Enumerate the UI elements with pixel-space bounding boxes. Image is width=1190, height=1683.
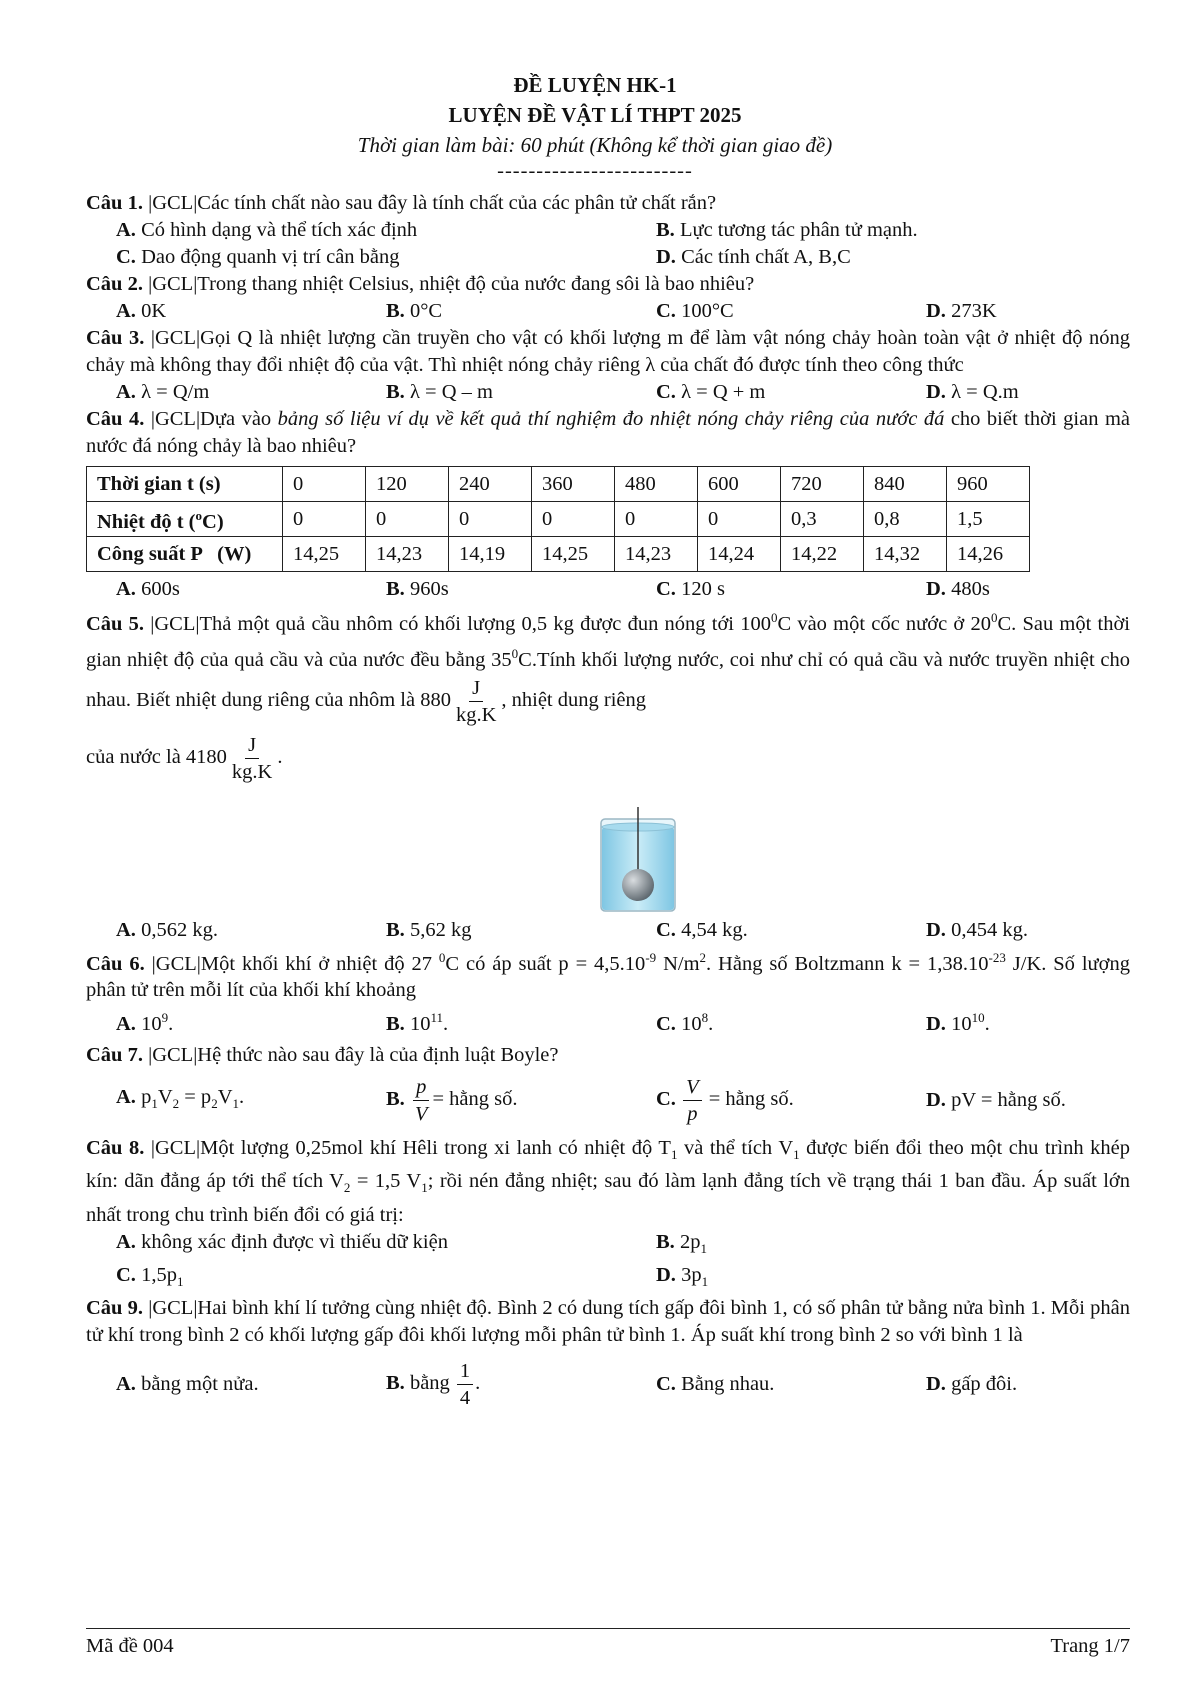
question-3 bbox=[86, 325, 1130, 379]
option-text: 0,454 kg. bbox=[951, 918, 1028, 941]
beaker-figure bbox=[86, 805, 1130, 913]
table-cell: 0 bbox=[366, 502, 449, 537]
question-text: C.Tính khối lượng nước, coi như chỉ có quả cầu và nước truyền nhiệt cho nhau. Biết nhiệt dung riêng của nhôm là bbox=[86, 648, 1130, 711]
row-header-text: Nhiệt độ t ( bbox=[97, 510, 196, 533]
option-text: 100°C bbox=[681, 300, 734, 322]
question-text: C. Sau một thời gian nhiệt độ của quả cầu và của nước đều bằng bbox=[86, 612, 1130, 671]
option-label: D. bbox=[926, 300, 946, 322]
specific-heat-value: 880 bbox=[420, 688, 451, 711]
option-c[interactable] bbox=[656, 1371, 926, 1398]
fraction-numerator: p bbox=[413, 1074, 429, 1101]
table-cell: 1,5 bbox=[947, 502, 1030, 537]
table-cell: 0,3 bbox=[781, 502, 864, 537]
row-header-text: C) bbox=[202, 510, 224, 533]
option-d[interactable] bbox=[926, 1371, 1190, 1398]
option-c[interactable] bbox=[116, 1262, 656, 1295]
option-a[interactable] bbox=[116, 1084, 386, 1117]
option-label: B. bbox=[656, 1230, 675, 1253]
question-text: N/m bbox=[656, 952, 700, 975]
fraction bbox=[683, 1074, 702, 1127]
question-text: |GCL|Một khối khí ở nhiệt độ 27 bbox=[144, 952, 439, 975]
superscript: -23 bbox=[988, 949, 1006, 965]
option-label: B. bbox=[386, 918, 405, 941]
option-label: C. bbox=[656, 918, 676, 941]
option-label: D. bbox=[926, 381, 946, 403]
question-7 bbox=[86, 1042, 1130, 1069]
option-text: pV = hằng số. bbox=[951, 1088, 1066, 1111]
question-1 bbox=[86, 190, 1130, 217]
question-text: được biến đổi theo một chu trình khép kín: dãn đẳng áp tới thể tích V bbox=[86, 1137, 1130, 1193]
question-text: |GCL|Các tính chất nào sau đây là tính chất của các phân tử chất rắn? bbox=[142, 192, 717, 214]
option-b[interactable] bbox=[386, 576, 656, 603]
question-label: Câu 6. bbox=[86, 952, 145, 975]
option-label: A. bbox=[116, 578, 136, 600]
option-c[interactable] bbox=[656, 576, 926, 603]
option-text: . bbox=[708, 1013, 714, 1036]
option-label: B. bbox=[386, 1013, 405, 1036]
degree-sup: 0 bbox=[511, 645, 519, 661]
question-2-options bbox=[86, 298, 1130, 325]
question-text: ; rồi nén đẳng nhiệt; sau đó làm lạnh đẳng tích về trạng thái 1 ban đầu. Áp suất lớn nhất trong chu trình biến đổi có giá trị: bbox=[86, 1170, 1131, 1226]
table-cell: 0 bbox=[283, 467, 366, 502]
table-cell: 14,23 bbox=[366, 537, 449, 572]
table-cell: 14,19 bbox=[449, 537, 532, 572]
option-label: C. bbox=[656, 1088, 676, 1111]
question-text: |GCL|Gọi Q là nhiệt lượng cần truyền cho vật có khối lượng m để làm vật nóng chảy hoàn toàn vật ở nhiệt độ nóng chảy mà không thay đổi nhiệt độ của vật. Thì nhiệt nóng chảy riêng λ của chất đó được tính theo công thức bbox=[86, 327, 1130, 376]
option-d[interactable] bbox=[926, 379, 1190, 406]
option-text: 1,5p bbox=[141, 1263, 177, 1286]
option-label: A. bbox=[116, 1373, 136, 1396]
question-label: Câu 2. bbox=[86, 273, 143, 295]
question-text: C vào một cốc nước ở bbox=[777, 612, 971, 635]
question-text: |GCL|Dựa vào bbox=[144, 408, 278, 430]
option-label: D. bbox=[656, 246, 676, 268]
option-text: Các tính chất A, B,C bbox=[681, 246, 851, 268]
option-label: D. bbox=[926, 578, 946, 600]
option-text: p bbox=[141, 1085, 152, 1108]
table-cell: 14,22 bbox=[781, 537, 864, 572]
option-label: D. bbox=[926, 918, 946, 941]
question-5-cont bbox=[86, 732, 1130, 785]
option-label: C. bbox=[656, 300, 676, 322]
page-number: Trang 1/7 bbox=[1050, 1635, 1130, 1657]
unit-fraction bbox=[229, 732, 275, 785]
question-label: Câu 1. bbox=[86, 192, 143, 214]
option-a[interactable] bbox=[116, 917, 386, 944]
table-cell: 14,24 bbox=[698, 537, 781, 572]
table-cell: 480 bbox=[615, 467, 698, 502]
table-cell: 600 bbox=[698, 467, 781, 502]
question-text-italic: bảng số liệu ví dụ về kết quả thí nghiệm đo nhiệt nóng chảy riêng của nước đá bbox=[277, 408, 945, 430]
subscript: 1 bbox=[670, 1147, 678, 1163]
superscript: 2 bbox=[699, 949, 707, 965]
question-3-options bbox=[86, 379, 1130, 406]
option-a[interactable] bbox=[116, 217, 656, 244]
option-label: B. bbox=[386, 1372, 405, 1395]
option-text: 10 bbox=[951, 1013, 972, 1036]
option-c[interactable] bbox=[656, 298, 926, 325]
question-6 bbox=[86, 944, 1130, 1005]
option-b[interactable] bbox=[386, 379, 656, 406]
question-label: Câu 3. bbox=[86, 327, 145, 349]
option-text: λ = Q/m bbox=[141, 381, 210, 403]
question-text: |GCL|Trong thang nhiệt Celsius, nhiệt độ của nước đang sôi là bao nhiêu? bbox=[142, 273, 755, 295]
option-a[interactable] bbox=[116, 1229, 656, 1262]
option-text: 10 bbox=[681, 1013, 702, 1036]
option-label: B. bbox=[386, 300, 405, 322]
option-label: B. bbox=[386, 578, 405, 600]
table-row bbox=[87, 502, 1030, 537]
option-text: 4,54 kg. bbox=[681, 918, 748, 941]
option-label: D. bbox=[926, 1088, 946, 1111]
subscript: 1 bbox=[701, 1273, 709, 1289]
option-text: V bbox=[217, 1085, 233, 1108]
option-d[interactable] bbox=[926, 917, 1190, 944]
question-text: |GCL|Một lượng 0,25mol khí Hêli trong xi lanh có nhiệt độ T bbox=[144, 1137, 671, 1160]
option-text: 960s bbox=[409, 578, 449, 600]
option-text: . bbox=[475, 1372, 481, 1395]
option-text: Có hình dạng và thể tích xác định bbox=[141, 219, 418, 241]
table-row bbox=[87, 467, 1030, 502]
option-text: 273K bbox=[951, 300, 997, 322]
exam-time: Thời gian làm bài: 60 phút (Không kể thời gian giao đề) bbox=[357, 133, 833, 157]
option-d[interactable] bbox=[926, 298, 1190, 325]
question-2 bbox=[86, 271, 1130, 298]
option-b[interactable] bbox=[386, 1074, 656, 1127]
header-divider: ------------------------- bbox=[497, 160, 693, 182]
fraction bbox=[457, 1358, 473, 1411]
question-text: và thể tích V bbox=[677, 1137, 794, 1160]
option-text: 0°C bbox=[409, 300, 443, 322]
option-text: 3p bbox=[681, 1263, 702, 1286]
option-d[interactable] bbox=[926, 1004, 1190, 1038]
option-label: C. bbox=[656, 1373, 676, 1396]
table-cell: 14,25 bbox=[283, 537, 366, 572]
question-5-options bbox=[86, 917, 1130, 944]
exam-subtitle: LUYỆN ĐỀ VẬT LÍ THPT 2025 bbox=[448, 103, 742, 127]
beaker-with-ball-icon bbox=[593, 805, 683, 913]
question-label: Câu 8. bbox=[86, 1137, 145, 1160]
subscript: 1 bbox=[176, 1273, 184, 1289]
option-text: λ = Q – m bbox=[409, 381, 493, 403]
option-text: 0K bbox=[141, 300, 167, 322]
subscript: 2 bbox=[172, 1095, 180, 1111]
row-header: Công suất P (W) bbox=[87, 537, 283, 572]
row-header bbox=[87, 502, 283, 537]
question-text: J/K. Số lượng phân tử trên mỗi lít của khối khí khoảng bbox=[86, 952, 1130, 1002]
fraction bbox=[412, 1074, 431, 1127]
option-b[interactable] bbox=[386, 1004, 656, 1038]
option-d[interactable] bbox=[926, 1087, 1190, 1114]
fraction-denominator: p bbox=[687, 1102, 698, 1125]
table-cell: 0,8 bbox=[864, 502, 947, 537]
option-label: A. bbox=[116, 918, 136, 941]
table-cell: 0 bbox=[532, 502, 615, 537]
option-label: A. bbox=[116, 1230, 136, 1253]
option-text: 0,562 kg. bbox=[141, 918, 218, 941]
option-b[interactable] bbox=[656, 1229, 1190, 1262]
question-9-options bbox=[86, 1349, 1130, 1421]
option-text: không xác định được vì thiếu dữ kiện bbox=[141, 1230, 448, 1253]
option-label: A. bbox=[116, 381, 136, 403]
option-text: Lực tương tác phân tử mạnh. bbox=[679, 219, 918, 241]
option-text: bằng bbox=[409, 1372, 455, 1395]
fraction-denominator: kg.K bbox=[455, 703, 497, 726]
subscript: 2 bbox=[343, 1180, 351, 1196]
question-text: = 1,5 V bbox=[350, 1170, 422, 1193]
question-8 bbox=[86, 1135, 1130, 1228]
data-table bbox=[86, 466, 1030, 572]
option-label: D. bbox=[656, 1263, 676, 1286]
question-8-options-2 bbox=[86, 1262, 1130, 1295]
fraction-denominator: kg.K bbox=[231, 760, 273, 783]
superscript: 8 bbox=[701, 1010, 709, 1026]
option-label: C. bbox=[116, 246, 136, 268]
option-label: B. bbox=[386, 1088, 405, 1111]
option-a[interactable] bbox=[116, 576, 386, 603]
option-label: A. bbox=[116, 1085, 136, 1108]
option-text: = p bbox=[179, 1085, 212, 1108]
option-label: B. bbox=[656, 219, 675, 241]
subscript: 1 bbox=[232, 1095, 239, 1111]
option-b[interactable] bbox=[386, 917, 656, 944]
superscript: 0 bbox=[438, 949, 446, 965]
option-d[interactable] bbox=[656, 244, 1190, 271]
temperature-value: 35 bbox=[491, 648, 512, 671]
option-label: B. bbox=[386, 381, 405, 403]
fraction-numerator: V bbox=[683, 1074, 702, 1101]
option-label: A. bbox=[116, 1013, 136, 1036]
table-cell: 840 bbox=[864, 467, 947, 502]
unit-fraction bbox=[453, 675, 499, 728]
question-text: . bbox=[277, 745, 283, 768]
option-label: A. bbox=[116, 219, 136, 241]
table-cell: 960 bbox=[947, 467, 1030, 502]
question-8-options bbox=[86, 1229, 1130, 1262]
question-label: Câu 7. bbox=[86, 1044, 143, 1067]
exam-title: ĐỀ LUYỆN HK-1 bbox=[513, 73, 677, 97]
option-text: Dao động quanh vị trí cân bằng bbox=[141, 246, 400, 268]
option-b[interactable] bbox=[386, 1358, 656, 1411]
subscript: 1 bbox=[151, 1095, 158, 1111]
table-cell: 720 bbox=[781, 467, 864, 502]
question-1-options bbox=[86, 217, 1130, 244]
option-label: A. bbox=[116, 300, 136, 322]
option-d[interactable] bbox=[926, 576, 1190, 603]
question-4 bbox=[86, 406, 1130, 460]
option-c[interactable] bbox=[656, 1074, 926, 1127]
option-text: 120 s bbox=[681, 578, 725, 600]
row-header-sup: o bbox=[195, 508, 203, 524]
superscript: 10 bbox=[971, 1010, 985, 1026]
option-a[interactable] bbox=[116, 298, 386, 325]
question-text: C có áp suất p = 4,5.10 bbox=[445, 952, 646, 975]
question-label: Câu 4. bbox=[86, 408, 145, 430]
subscript: 2 bbox=[211, 1095, 218, 1111]
fraction-denominator: V bbox=[414, 1102, 428, 1125]
question-1-options-2 bbox=[86, 244, 1130, 271]
table-cell: 0 bbox=[283, 502, 366, 537]
option-text: 5,62 kg bbox=[409, 918, 472, 941]
table-cell: 14,25 bbox=[532, 537, 615, 572]
table-cell: 0 bbox=[615, 502, 698, 537]
option-text: λ = Q + m bbox=[681, 381, 766, 403]
option-b[interactable] bbox=[386, 298, 656, 325]
question-text: |GCL|Hai bình khí lí tưởng cùng nhiệt độ. Bình 2 có dung tích gấp đôi bình 1, có số phân tử bằng nửa bình 1. Mỗi phân tử khí trong bình 2 có khối lượng gấp đôi khối lượng mỗi phân tử bình 1. Áp suất khí trong bình 2 so với bình 1 là bbox=[86, 1296, 1130, 1346]
option-text: Bằng nhau. bbox=[681, 1373, 775, 1396]
question-4-options bbox=[86, 576, 1130, 603]
subscript: 1 bbox=[793, 1147, 800, 1163]
question-6-options bbox=[86, 1004, 1130, 1038]
option-text: gấp đôi. bbox=[951, 1373, 1018, 1396]
fraction-numerator: 1 bbox=[457, 1358, 473, 1385]
option-a[interactable] bbox=[116, 1371, 386, 1398]
option-text: 10 bbox=[409, 1013, 431, 1036]
option-text: bằng một nửa. bbox=[141, 1373, 259, 1396]
option-b[interactable] bbox=[656, 217, 1190, 244]
question-text: |GCL|Thả một quả cầu nhôm có khối lượng 0,5 kg được đun nóng tới bbox=[144, 612, 741, 635]
question-text: cho biết thời gian mà nước đá nóng chảy là bao nhiêu? bbox=[86, 408, 1130, 457]
degree-sup: 0 bbox=[770, 610, 778, 625]
exam-code: Mã đề 004 bbox=[86, 1635, 174, 1657]
option-label: C. bbox=[656, 1013, 676, 1036]
option-text: 2p bbox=[679, 1230, 701, 1253]
question-5 bbox=[86, 603, 1130, 728]
option-label: D. bbox=[926, 1013, 946, 1036]
option-label: C. bbox=[116, 1263, 136, 1286]
table-cell: 240 bbox=[449, 467, 532, 502]
specific-heat-value: 4180 bbox=[185, 745, 227, 768]
question-label: Câu 9. bbox=[86, 1296, 144, 1319]
option-text: = hằng số. bbox=[432, 1088, 518, 1111]
table-cell: 14,26 bbox=[947, 537, 1030, 572]
question-text: |GCL|Hệ thức nào sau đây là của định luật Boyle? bbox=[142, 1044, 559, 1067]
option-c[interactable] bbox=[656, 379, 926, 406]
option-d[interactable] bbox=[656, 1262, 1190, 1295]
temperature-value: 20 bbox=[970, 612, 991, 635]
option-a[interactable] bbox=[116, 379, 386, 406]
subscript: 1 bbox=[700, 1240, 707, 1256]
option-text: V bbox=[157, 1085, 173, 1108]
question-text: , nhiệt dung riêng bbox=[501, 688, 646, 711]
option-text: . bbox=[168, 1013, 174, 1036]
table-cell: 0 bbox=[449, 502, 532, 537]
temperature-value: 100 bbox=[740, 612, 771, 635]
option-label: C. bbox=[656, 578, 676, 600]
exam-header bbox=[0, 70, 1190, 186]
fraction-numerator: J bbox=[469, 675, 483, 702]
option-label: C. bbox=[656, 381, 676, 403]
question-label: Câu 5. bbox=[86, 612, 145, 635]
page-footer bbox=[86, 1628, 1130, 1658]
degree-sup: 0 bbox=[990, 610, 998, 625]
superscript: -9 bbox=[645, 949, 657, 965]
option-c[interactable] bbox=[116, 244, 656, 271]
row-header: Thời gian t (s) bbox=[87, 467, 283, 502]
fraction-numerator: J bbox=[245, 732, 259, 759]
superscript: 9 bbox=[161, 1010, 169, 1026]
question-7-options bbox=[86, 1069, 1130, 1131]
option-a[interactable] bbox=[116, 1004, 386, 1038]
table-cell: 14,32 bbox=[864, 537, 947, 572]
table-cell: 14,23 bbox=[615, 537, 698, 572]
table-row bbox=[87, 537, 1030, 572]
question-9 bbox=[86, 1295, 1130, 1349]
table-cell: 0 bbox=[698, 502, 781, 537]
question-text: của nước là bbox=[86, 745, 186, 768]
option-label: D. bbox=[926, 1373, 946, 1396]
option-c[interactable] bbox=[656, 1004, 926, 1038]
exam-content bbox=[86, 190, 1130, 1421]
fraction-denominator: 4 bbox=[459, 1387, 471, 1410]
option-text: = hằng số. bbox=[703, 1088, 794, 1111]
question-text: . Hằng số Boltzmann k = 1,38.10 bbox=[706, 952, 989, 975]
option-text: λ = Q.m bbox=[951, 381, 1019, 403]
table-cell: 120 bbox=[366, 467, 449, 502]
option-text: . bbox=[239, 1085, 245, 1108]
option-text: . bbox=[984, 1013, 990, 1036]
option-text: 480s bbox=[951, 578, 990, 600]
option-text: . bbox=[442, 1013, 449, 1036]
subscript: 1 bbox=[421, 1180, 428, 1196]
option-text: 600s bbox=[141, 578, 180, 600]
option-text: 10 bbox=[141, 1013, 162, 1036]
table-cell: 360 bbox=[532, 467, 615, 502]
option-c[interactable] bbox=[656, 917, 926, 944]
superscript: 11 bbox=[430, 1010, 443, 1026]
